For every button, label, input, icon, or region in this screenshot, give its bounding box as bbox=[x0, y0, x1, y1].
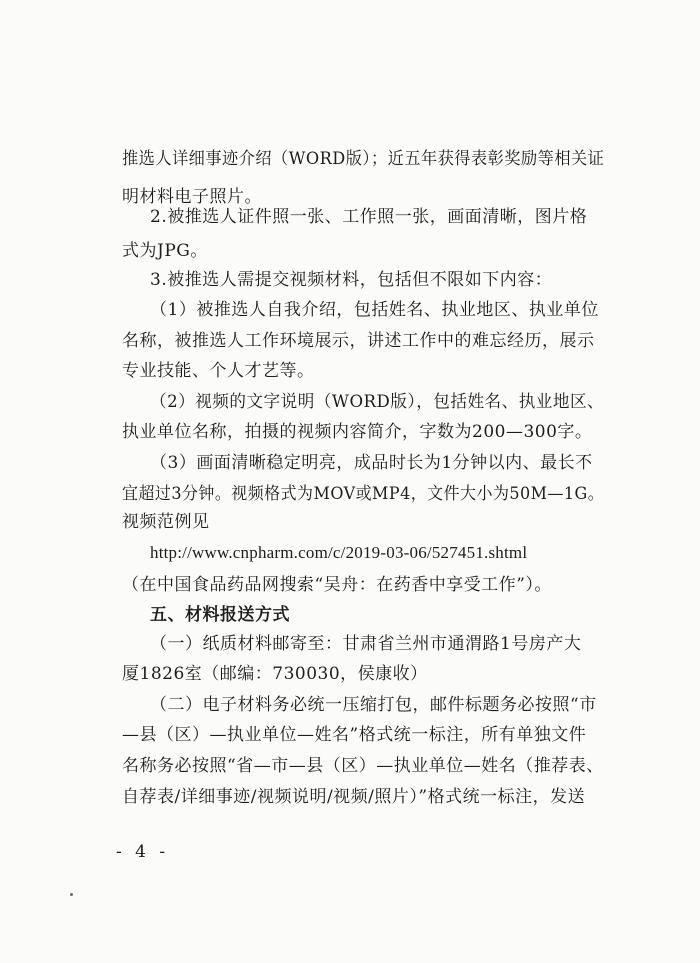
text-line: （一）纸质材料邮寄至：甘肃省兰州市通渭路1号房产大 bbox=[150, 634, 582, 654]
text-line: 宜超过3分钟。视频格式为MOV或MP4，文件大小为50M—1G。 bbox=[122, 484, 605, 504]
text-line: 专业技能、个人才艺等。 bbox=[122, 361, 315, 381]
text-line: 3.被推选人需提交视频材料，包括但不限如下内容： bbox=[150, 270, 553, 290]
text-line: 2.被推选人证件照一张、工作照一张，画面清晰，图片格 bbox=[150, 207, 588, 227]
scan-speck bbox=[70, 893, 73, 896]
text-line: （二）电子材料务必统一压缩打包，邮件标题务必按照“市 bbox=[150, 695, 597, 715]
text-line: 视频范例见 bbox=[122, 512, 210, 532]
text-line: （1）被推选人自我介绍，包括姓名、执业地区、执业单位 bbox=[150, 300, 599, 320]
text-line: 式为JPG。 bbox=[122, 241, 208, 261]
text-line: （在中国食品药品网搜索“吴舟：在药香中享受工作”）。 bbox=[122, 575, 552, 595]
url-text: http://www.cnpharm.com/c/2019-03-06/527451.shtml bbox=[150, 543, 528, 562]
text-line: 名称，被推选人工作环境展示，讲述工作中的难忘经历，展示 bbox=[122, 331, 595, 351]
text-line: 明材料电子照片。 bbox=[122, 187, 262, 207]
text-line: —县（区）—执业单位—姓名”格式统一标注，所有单独文件 bbox=[122, 725, 587, 745]
page-number: - 4 - bbox=[116, 842, 170, 862]
text-line: 名称务必按照“省—市—县（区）—执业单位—姓名（推荐表、 bbox=[122, 756, 604, 776]
text-line: 厦1826室（邮编：730030，侯康收） bbox=[122, 664, 428, 684]
text-line: （2）视频的文字说明（WORD版），包括姓名、执业地区、 bbox=[150, 392, 605, 412]
text-line: 推选人详细事迹介绍（WORD版）；近五年获得表彰奖励等相关证 bbox=[122, 149, 605, 169]
text-line: 自荐表/详细事迹/视频说明/视频/照片）”格式统一标注，发送 bbox=[122, 787, 586, 807]
section-heading: 五、材料报送方式 bbox=[150, 605, 290, 625]
text-line: （3）画面清晰稳定明亮，成品时长为1分钟以内、最长不 bbox=[150, 453, 593, 473]
text-line: 执业单位名称，拍摄的视频内容简介，字数为200—300字。 bbox=[122, 422, 593, 442]
